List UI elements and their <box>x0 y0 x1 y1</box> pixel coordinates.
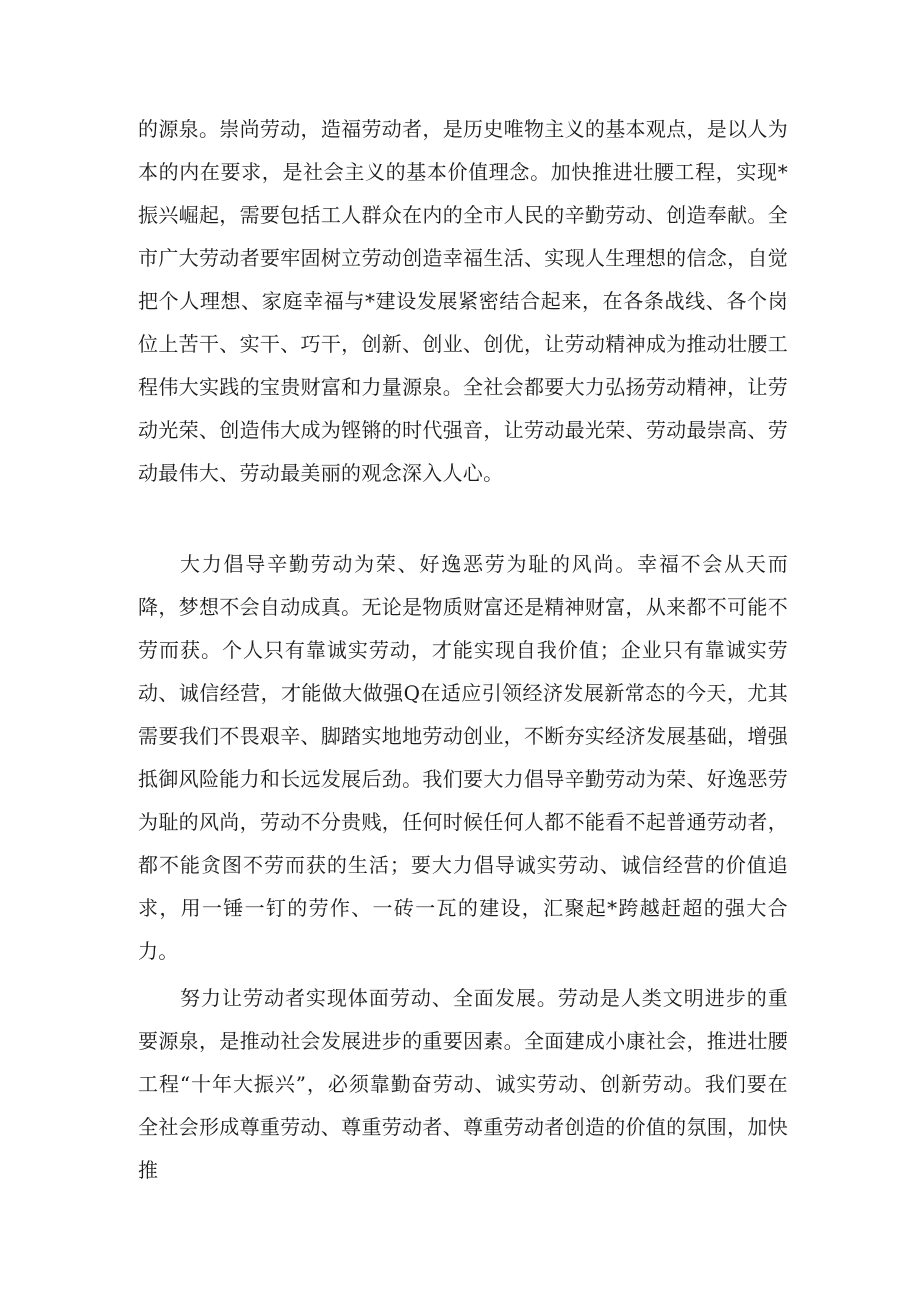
paragraph-1: 的源泉。崇尚劳动，造福劳动者，是历史唯物主义的基本观点，是以人为本的内在要求，是社会主义的基本价值理念。加快推进壮腰工程，实现*振兴崛起，需要包括工人群众在内的全市人民的辛勤劳动、创造奉献。全市广大劳动者要牢固树立劳动创造幸福生活、实现人生理想的信念，自觉把个人理想、家庭幸福与*建设发展紧密结合起来，在各条战线、各个岗位上苦干、实干、巧干，创新、创业、创优，让劳动精神成为推动壮腰工程伟大实践的宝贵财富和力量源泉。全社会都要大力弘扬劳动精神，让劳动光荣、创造伟大成为铿锵的时代强音，让劳动最光荣、劳动最崇高、劳动最伟大、劳动最美丽的观念深入人心。 <box>138 117 788 485</box>
paragraph-3: 努力让劳动者实现体面劳动、全面发展。劳动是人类文明进步的重要源泉，是推动社会发展进步的重要因素。全面建成小康社会，推进壮腰工程“十年大振兴”，必须靠勤奋劳动、诚实劳动、创新劳动。我们要在全社会形成尊重劳动、尊重劳动者、尊重劳动者创造的价值的氛围，加快推 <box>138 986 788 1182</box>
paragraph-2: 大力倡导辛勤劳动为荣、好逸恶劳为耻的风尚。幸福不会从天而降，梦想不会自动成真。无论是物质财富还是精神财富，从来都不可能不劳而获。个人只有靠诚实劳动，才能实现自我价值；企业只有靠诚实劳动、诚信经营，才能做大做强Q在适应引领经济发展新常态的今天，尤其需要我们不畏艰辛、脚踏实地地劳动创业，不断夯实经济发展基础，增强抵御风险能力和长远发展后劲。我们要大力倡导辛勤劳动为荣、好逸恶劳为耻的风尚，劳动不分贵贱，任何时候任何人都不能看不起普通劳动者，都不能贪图不劳而获的生活；要大力倡导诚实劳动、诚信经营的价值追求，用一锤一钉的劳作、一砖一瓦的建设，汇聚起*跨越赶超的强大合力。 <box>138 552 788 963</box>
